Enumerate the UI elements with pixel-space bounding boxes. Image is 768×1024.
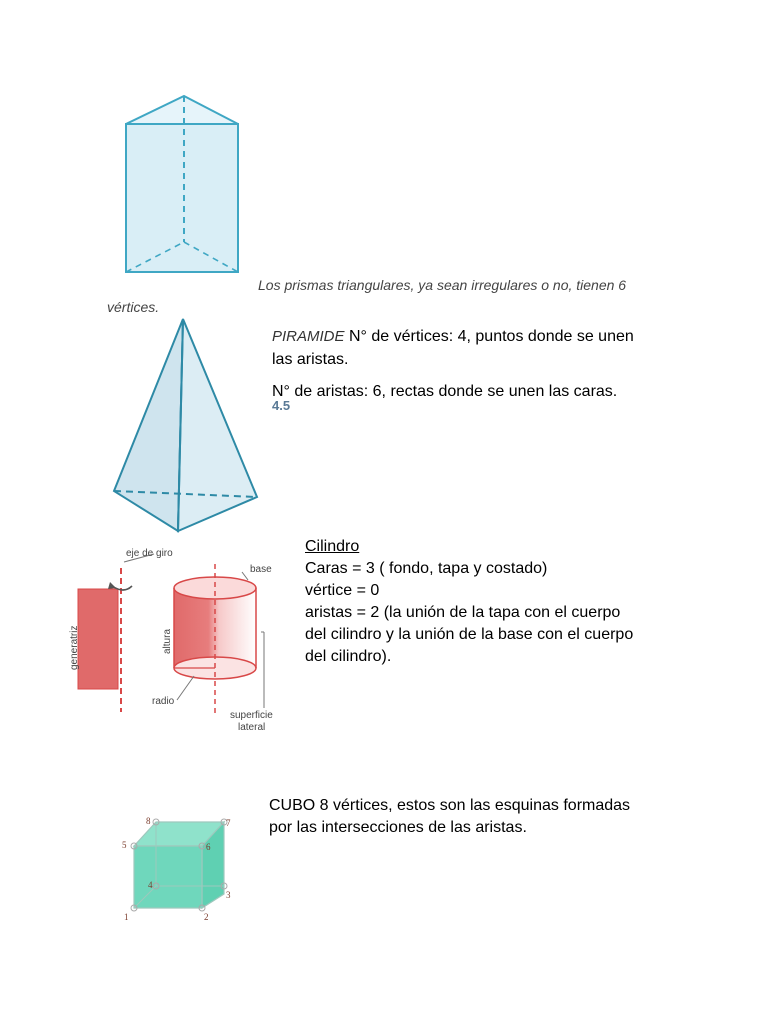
cube-figure	[118, 812, 240, 926]
pyramid-line3: N° de aristas: 6, rectas donde se unen las caras.	[272, 383, 618, 400]
cylinder-figure	[64, 542, 292, 738]
pyramid-figure	[108, 315, 264, 535]
pyramid-vertices-text: N° de vértices: 4, puntos donde se unen	[344, 328, 634, 345]
cylinder-line3: aristas = 2 (la unión de la tapa con el cuerpo	[305, 604, 621, 621]
pyramid-badge: 4.5	[272, 398, 291, 413]
surface-label-line2: lateral	[238, 722, 266, 733]
cube-vertex-label-3: 3	[226, 890, 231, 900]
prism-caption-line1: Los prismas triangulares, ya sean irregulares o no, tienen 6	[258, 277, 627, 293]
base-label: base	[250, 564, 272, 575]
radius-label: radio	[152, 696, 175, 707]
cube-vertex-label-5: 5	[122, 840, 127, 850]
generatrix-label: generatriz	[69, 625, 80, 670]
pyramid-label: PIRAMIDE	[272, 328, 345, 345]
cube-vertex-label-6: 6	[206, 842, 211, 852]
cylinder-line4: del cilindro y la unión de la base con el cuerpo	[305, 626, 634, 643]
axis-label: eje de giro	[126, 548, 173, 559]
cube-vertex-label-7: 7	[226, 818, 231, 828]
cube-text-line1: CUBO 8 vértices, estos son las esquinas formadas	[269, 797, 631, 814]
cube-vertex-label-4: 4	[148, 880, 153, 890]
cube-vertex-label-2: 2	[204, 912, 209, 922]
triangular-prism-figure	[120, 90, 250, 280]
cylinder-title: Cilindro	[305, 538, 360, 555]
cube-vertex-label-8: 8	[146, 816, 151, 826]
cylinder-line1: Caras = 3 ( fondo, tapa y costado)	[305, 560, 548, 577]
cube-vertex-label-1: 1	[124, 912, 129, 922]
prism-caption-line2: vértices.	[107, 299, 160, 315]
height-label: altura	[162, 628, 173, 654]
cube-text-line2: por las intersecciones de las aristas.	[269, 819, 527, 836]
pyramid-line1	[272, 326, 692, 348]
surface-label-line1: superficie	[230, 710, 273, 721]
pyramid-line2: las aristas.	[272, 351, 349, 368]
cylinder-line5: del cilindro).	[305, 648, 392, 665]
cylinder-line2: vértice = 0	[305, 582, 380, 599]
